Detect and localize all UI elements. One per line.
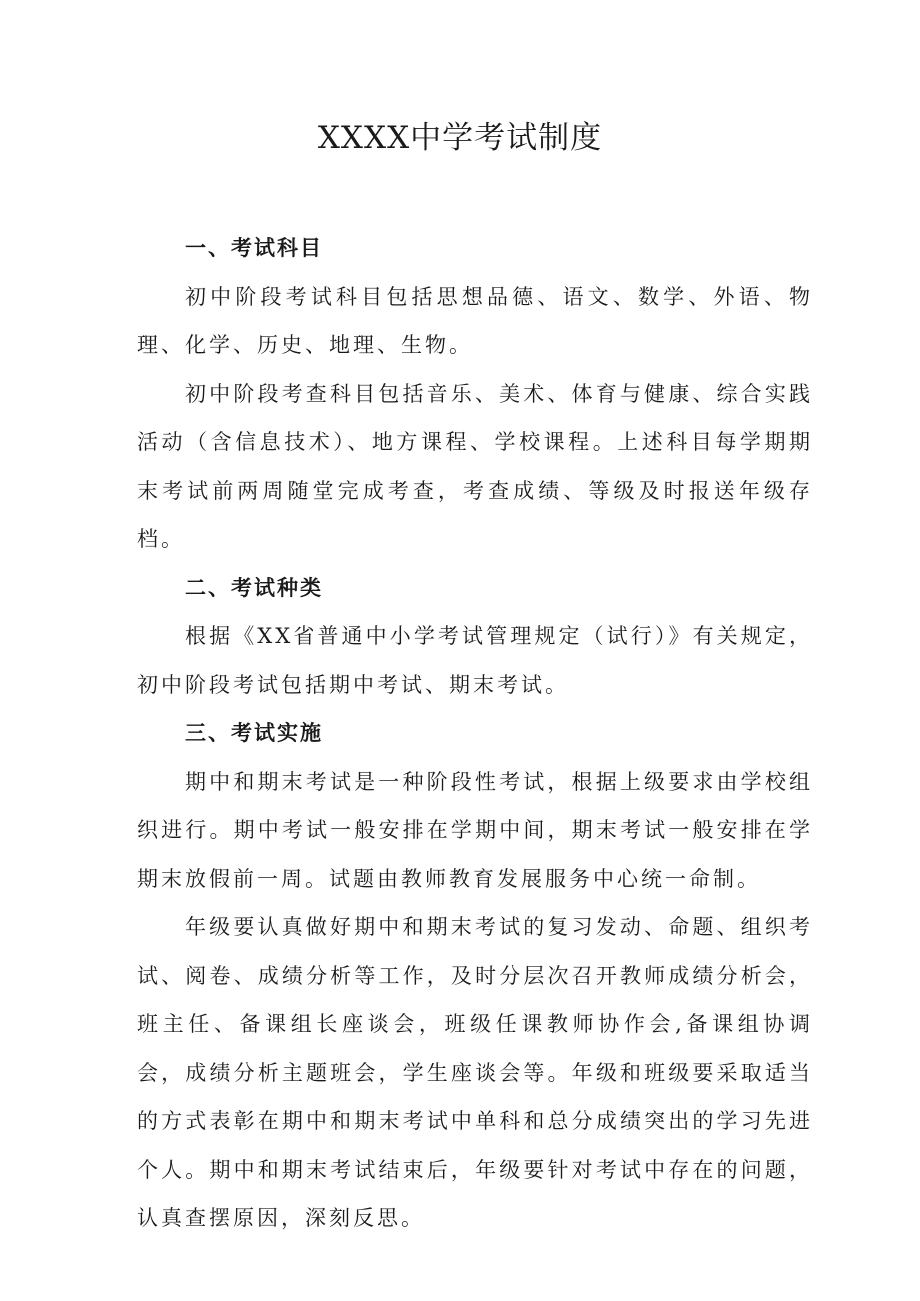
section-heading-implementation: 三、考试实施	[185, 721, 323, 745]
paragraph-exam-schedule: 期中和期末考试是一种阶段性考试，根据上级要求由学校组织进行。期中考试一般安排在学期中间，期末考试一般安排在学期末放假前一周。试题由教师教育发展服务中心统一命制。	[137, 769, 813, 891]
paragraph-exam-subjects: 初中阶段考试科目包括思想品德、语文、数学、外语、物理、化学、历史、地理、生物。	[137, 284, 813, 357]
paragraph-exam-types: 根据《XX省普通中小学考试管理规定（试行）》有关规定，初中阶段考试包括期中考试、期末考试。	[137, 624, 813, 697]
paragraph-exam-work: 年级要认真做好期中和期末考试的复习发动、命题、组织考试、阅卷、成绩分析等工作，及时分层次召开教师成绩分析会，班主任、备课组长座谈会，班级任课教师协作会,备课组协调会，成绩分析主题班会，学生座谈会等。年级和班级要采取适当的方式表彰在期中和期末考试中单科和总分成绩突出的学习先进个人。期中和期末考试结束后，年级要针对考试中存在的问题，认真查摆原因，深刻反思。	[137, 915, 813, 1230]
paragraph-assessment-subjects: 初中阶段考查科目包括音乐、美术、体育与健康、综合实践活动（含信息技术）、地方课程、学校课程。上述科目每学期期末考试前两周随堂完成考查，考查成绩、等级及时报送年级存档。	[137, 381, 813, 551]
section-heading-subjects: 一、考试科目	[185, 236, 323, 260]
section-heading-types: 二、考试种类	[185, 575, 323, 600]
document-body	[137, 224, 813, 1243]
document-title: XXXX中学考试制度	[317, 120, 603, 156]
